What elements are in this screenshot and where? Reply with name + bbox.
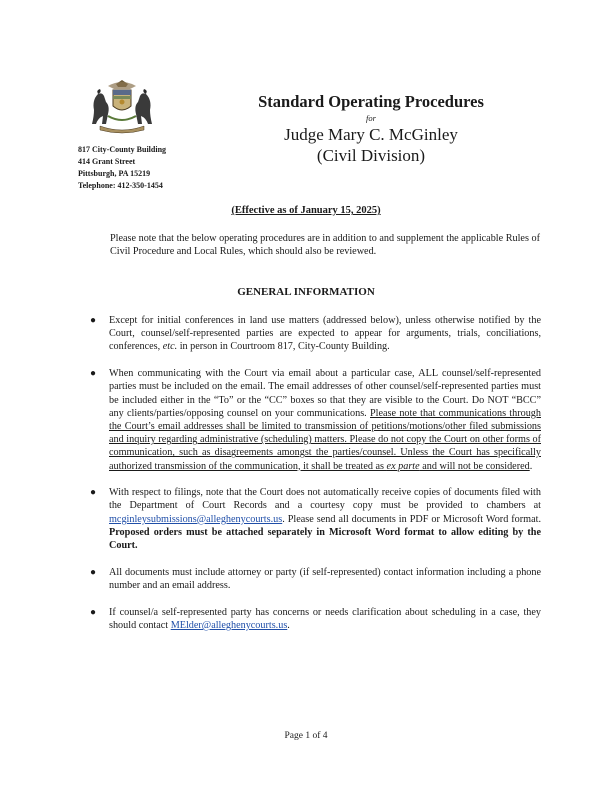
bullet-text: . Please send all documents in PDF or Microsoft Word format. [282, 513, 541, 525]
effective-date: (Effective as of January 15, 2025) [231, 205, 381, 216]
address-line-telephone: Telephone: 412-350-1454 [78, 181, 163, 190]
submissions-email-link[interactable]: mcginleysubmissions@alleghenycourts.us [109, 513, 283, 525]
bullet-text: With respect to filings, note that the Court does not automatically receive copies of documents filed with the Department of Court Records and a courtesy copy must be provided to chambers at [109, 487, 541, 512]
bullet-text-etc: etc. [162, 341, 178, 353]
bullet-text: Except for initial conferences in land use matters (addressed below), unless otherwise notified by the Court, counsel/self-represented parties are expected to appear for arguments, trials, conciliations, conferences, [109, 315, 541, 353]
bullet-text-bold: Proposed orders must be attached separately in Microsoft Word format to allow editing by the Court. [109, 526, 541, 552]
page-number: Page 1 of 4 [284, 731, 328, 741]
bullet-icon: ● [90, 315, 97, 326]
judge-name: Judge Mary C. McGinley [284, 125, 458, 144]
division-name: (Civil Division) [316, 146, 426, 165]
bullet-list [89, 314, 541, 646]
bullet-text: When communicating with the Court via email about a particular case, ALL counsel/self-represented parties must be included on the email. The email addresses of other counsel/self-represented parties must be included either in the “To” or the “CC” boxes so that they are visible to the Court. Do NOT “BCC” any clients/parties/opposing counsel on your communications. [109, 368, 541, 419]
intro-paragraph: Please note that the below operating procedures are in addition to and supplement the applicable Rules of Civil Procedure and Local Rules, which should also be reviewed. [110, 233, 540, 258]
document-title: Standard Operating Procedures [258, 92, 484, 111]
title-for-label: for [366, 113, 376, 123]
bullet-text-underlined: and will not be considered [419, 460, 530, 472]
bullet-text-underlined: Please note that communications through the Court’s email addresses shall be limited to transmission of petitions/motions/other filed submissions and inquiry regarding administrative (scheduling) matters. Please do not copy the Court on other forms of communication, such as disagreements amongst the parties/counsel. Unless the Court has specifically authorized transmission of the communication, it shall be treated as [109, 407, 541, 472]
pennsylvania-seal-icon [86, 80, 158, 134]
scheduling-email-link[interactable]: MElder@alleghenycourts.us [170, 619, 288, 631]
bullet-icon: ● [90, 368, 97, 380]
bullet-contact-info [89, 566, 541, 592]
section-heading: GENERAL INFORMATION [237, 286, 375, 298]
bullet-text: All documents must include attorney or party (if self-represented) contact information including a phone number and an email address. [109, 566, 541, 591]
bullet-text: . [529, 460, 533, 472]
address-line-building: 817 City-County Building [78, 145, 167, 154]
bullet-text: in person in Courtroom 817, City-County Building. [177, 341, 390, 353]
bullet-scheduling [89, 606, 541, 632]
document-title-block [240, 92, 502, 166]
bullet-icon: ● [90, 566, 97, 578]
bullet-text: . [287, 619, 290, 631]
bullet-appearance [89, 314, 541, 354]
bullet-text: If counsel/a self-represented party has concerns or needs clarification about scheduling in a case, they should contact [109, 606, 541, 631]
address-line-city: Pittsburgh, PA 15219 [78, 169, 151, 178]
chambers-address [78, 144, 218, 192]
bullet-icon: ● [90, 606, 97, 618]
bullet-email-communication [89, 367, 541, 473]
bullet-text-ex-parte: ex parte [386, 460, 420, 472]
bullet-icon: ● [90, 487, 97, 499]
bullet-filings [89, 486, 541, 552]
address-line-street: 414 Grant Street [78, 157, 136, 166]
